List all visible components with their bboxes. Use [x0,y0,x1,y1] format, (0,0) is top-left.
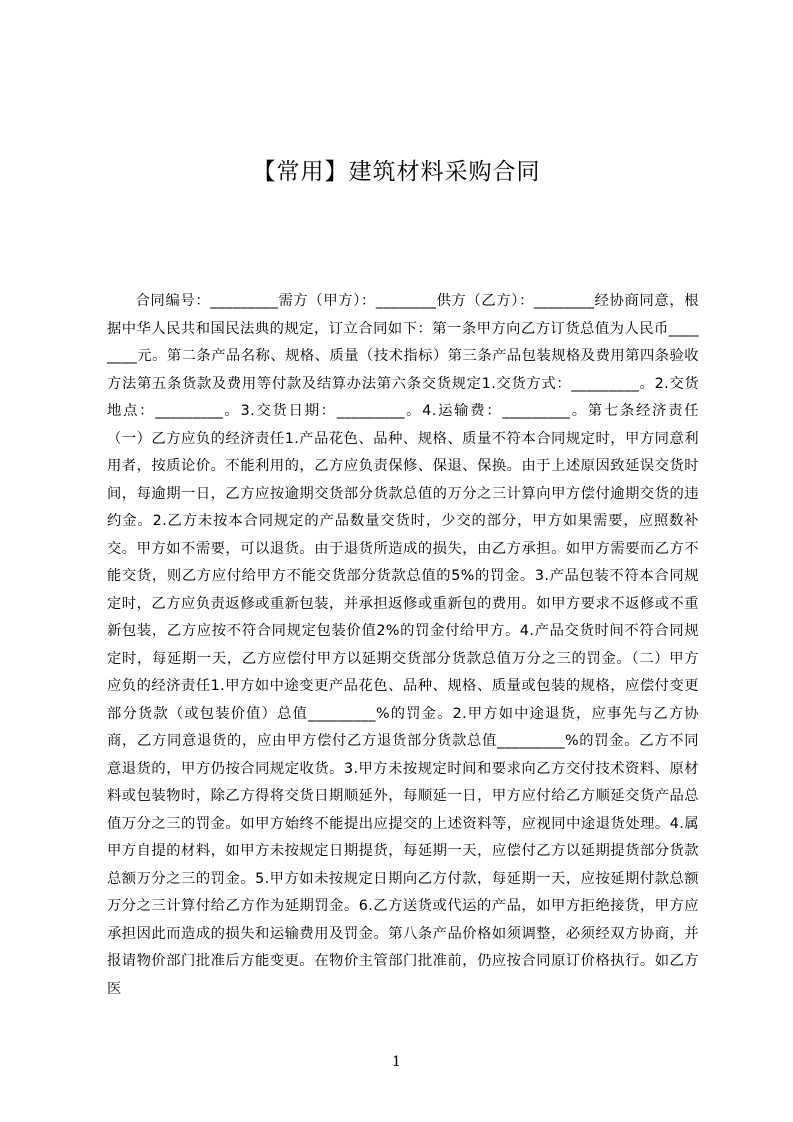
document-title: 【常用】建筑材料采购合同 [252,159,541,186]
page-number: 1 [392,1054,401,1070]
contract-body-text: 合同编号：_________需方（甲方）：________供方（乙方）：________经协商同意，根据中华人民共和国民法典的规定，订立合同如下：第一条甲方向乙方订货总值为人民币________元。第二条产品名称、规格、质量（技术指标）第三条产品包装规格及费用第四条验收方法第五条货款及费用等付款及结算办法第六条交货规定1.交货方式：_________。2.交货地点：_________。3.交货日期：_________。4.运输费：_________。第七条经济责任（一）乙方应负的经济责任1.产品花色、品种、规格、质量不符本合同规定时，甲方同意利用者，按质论价。不能利用的，乙方应负责保修、保退、保换。由于上述原因致延误交货时间，每逾期一日，乙方应按逾期交货部分货款总值的万分之三计算向甲方偿付逾期交货的违约金。2.乙方未按本合同规定的产品数量交货时，少交的部分，甲方如果需要，应照数补交。甲方如不需要，可以退货。由于退货所造成的损失，由乙方承担。如甲方需要而乙方不能交货，则乙方应付给甲方不能交货部分货款总值的5%的罚金。3.产品包装不符本合同规定时，乙方应负责返修或重新包装，并承担返修或重新包的费用。如甲方要求不返修或不重新包装，乙方应按不符合同规定包装价值2%的罚金付给甲方。4.产品交货时间不符合同规定时，每延期一天，乙方应偿付甲方以延期交货部分货款总值万分之三的罚金。（二）甲方应负的经济责任1.甲方如中途变更产品花色、品种、规格、质量或包装的规格，应偿付变更部分货款（或包装价值）总值_________%的罚金。2.甲方如中途退货，应事先与乙方协商，乙方同意退货的，应由甲方偿付乙方退货部分货款总值_________%的罚金。乙方不同意退货的，甲方仍按合同规定收货。3.甲方未按规定时间和要求向乙方交付技术资料、原材料或包装物时，除乙方得将交货日期顺延外，每顺延一日，甲方应付给乙方顺延交货产品总值万分之三的罚金。如甲方始终不能提出应提交的上述资料等，应视同中途退货处理。4.属甲方自提的材料，如甲方未按规定日期提货，每延期一天，应偿付乙方以延期提货部分货款总额万分之三的罚金。5.甲方如未按规定日期向乙方付款，每延期一天，应按延期付款总额万分之三计算付给乙方作为延期罚金。6.乙方送货或代运的产品，如甲方拒绝接货，甲方应承担因此而造成的损失和运输费用及罚金。第八条产品价格如须调整，必须经双方协商，并报请物价部门批准后方能变更。在物价主管部门批准前，仍应按合同原订价格执行。如乙方医 [107,293,699,997]
